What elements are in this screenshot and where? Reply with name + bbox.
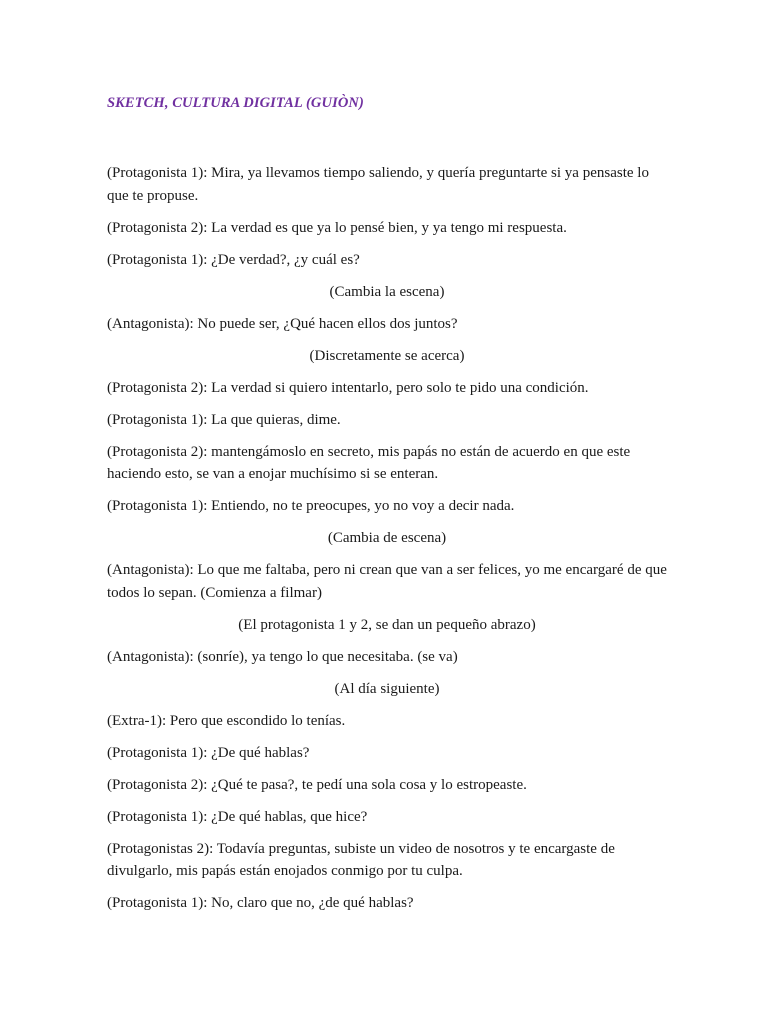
- dialogue-line: (Extra-1): Pero que escondido lo tenías.: [107, 712, 346, 729]
- script-body: [107, 162, 667, 924]
- dialogue-line: (Protagonista 1): ¿De qué hablas?: [107, 744, 310, 761]
- stage-direction: (Cambia la escena): [329, 283, 445, 300]
- dialogue-line: (Protagonista 1): La que quieras, dime.: [107, 411, 341, 428]
- dialogue-line: (Protagonista 1): ¿De verdad?, ¿y cuál es?: [107, 251, 360, 268]
- dialogue-line: (Protagonistas 2): Todavía preguntas, subiste un video de nosotros y te encargaste de divulgarlo, mis papás están enojados conmigo por tu culpa.: [107, 840, 615, 879]
- stage-direction: (El protagonista 1 y 2, se dan un pequeño abrazo): [238, 616, 536, 633]
- dialogue-line: (Antagonista): No puede ser, ¿Qué hacen ellos dos juntos?: [107, 315, 458, 332]
- stage-direction: (Al día siguiente): [334, 680, 440, 697]
- dialogue-line: (Protagonista 1): ¿De qué hablas, que hice?: [107, 808, 368, 825]
- dialogue-line: (Protagonista 2): La verdad es que ya lo pensé bien, y ya tengo mi respuesta.: [107, 219, 567, 236]
- dialogue-line: (Protagonista 1): No, claro que no, ¿de qué hablas?: [107, 895, 414, 911]
- document-title: SKETCH, CULTURA DIGITAL (GUIÒN): [107, 95, 364, 111]
- dialogue-line: (Antagonista): Lo que me faltaba, pero ni crean que van a ser felices, yo me encargaré de que todos lo sepan. (Comienza a filmar): [107, 562, 667, 601]
- dialogue-line: (Antagonista): (sonríe), ya tengo lo que necesitaba. (se va): [107, 648, 458, 665]
- dialogue-line: (Protagonista 1): Mira, ya llevamos tiempo saliendo, y quería preguntarte si ya pensaste lo que te propuse.: [107, 165, 649, 204]
- dialogue-line: (Protagonista 2): mantengámoslo en secreto, mis papás no están de acuerdo en que este haciendo esto, se van a enojar muchísimo si se enteran.: [107, 443, 631, 482]
- dialogue-line: (Protagonista 2): La verdad si quiero intentarlo, pero solo te pido una condición.: [107, 379, 589, 396]
- stage-direction: (Cambia de escena): [327, 530, 447, 546]
- dialogue-line: (Protagonista 2): ¿Qué te pasa?, te pedí una sola cosa y lo estropeaste.: [107, 776, 527, 793]
- stage-direction: (Discretamente se acerca): [309, 347, 465, 364]
- dialogue-line: (Protagonista 1): Entiendo, no te preocupes, yo no voy a decir nada.: [107, 498, 515, 514]
